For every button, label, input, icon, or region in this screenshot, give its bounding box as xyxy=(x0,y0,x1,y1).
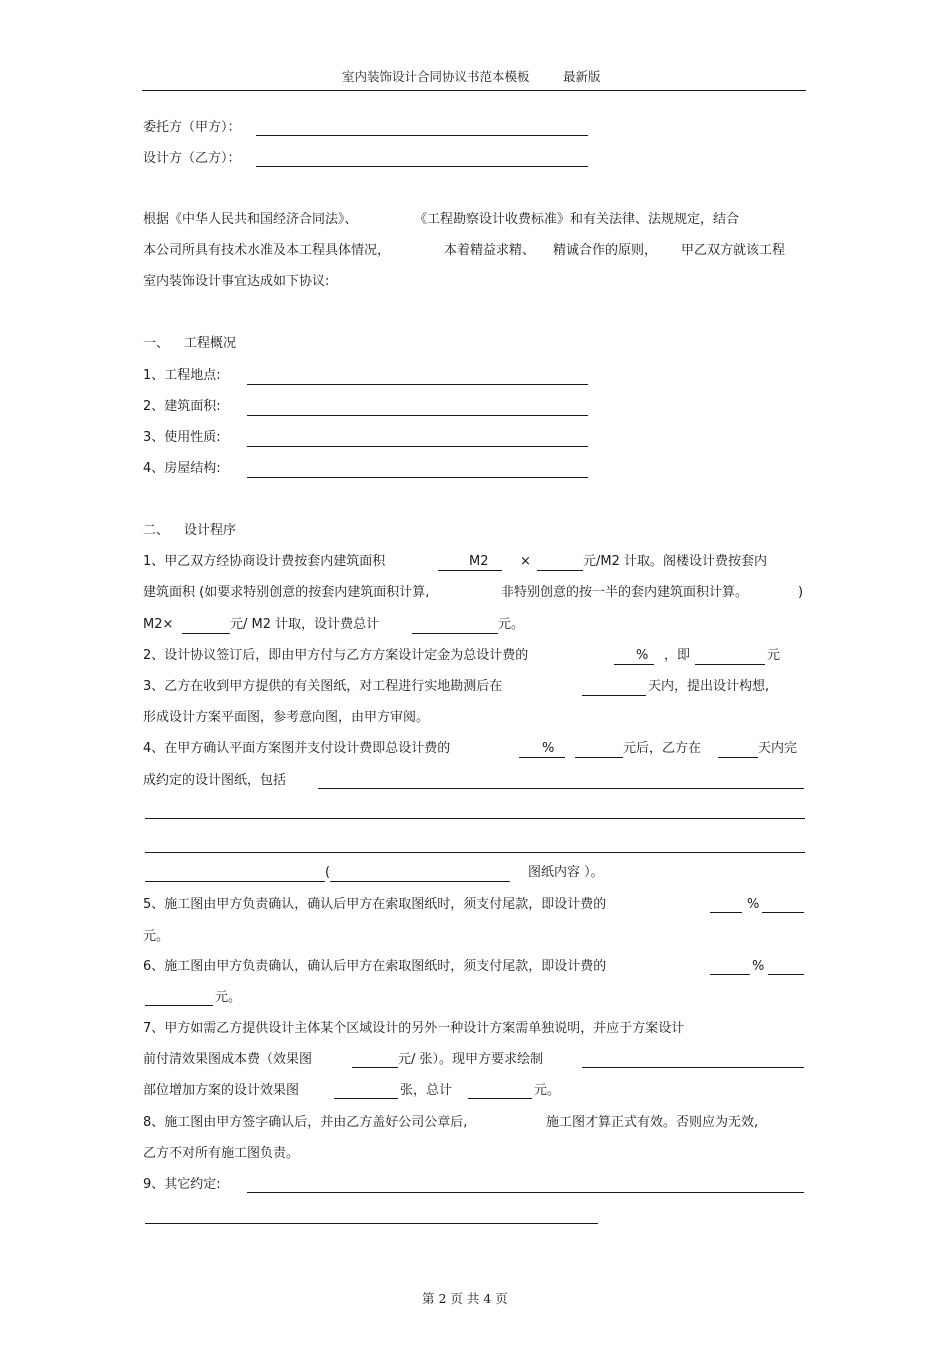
item2-yuan: 元 xyxy=(767,648,781,663)
item4-drawings-blank-3[interactable] xyxy=(145,852,805,853)
item1-line2-b: 非特别创意的按一半的套内建筑面积计算。 xyxy=(501,585,749,600)
section1-number: 一、 xyxy=(143,336,170,351)
item6-line1: 6、施工图由甲方负责确认，确认后甲方在索取图纸时，须支付尾款，即设计费的 xyxy=(143,959,607,974)
structure-label: 4、房屋结构: xyxy=(143,461,221,476)
item8-line2: 乙方不对所有施工图负责。 xyxy=(143,1146,300,1161)
item5-pct: % xyxy=(747,897,760,912)
intro-line1-a: 根据《中华人民共和国经济合同法》、 xyxy=(143,212,358,227)
designer-blank[interactable] xyxy=(256,166,588,167)
item5-line2: 元。 xyxy=(143,929,170,944)
item7-render-price-blank[interactable] xyxy=(352,1067,398,1068)
item9-blank-2[interactable] xyxy=(145,1223,598,1224)
item7-sheets-blank[interactable] xyxy=(334,1098,398,1099)
item1-line3-a: M2× xyxy=(143,617,174,632)
item7-line3-c: 元。 xyxy=(534,1083,561,1098)
item1-line2-a: 建筑面积 (如要求特别创意的按套内建筑面积计算, xyxy=(143,585,430,600)
item7-line3-b: 张，总计 xyxy=(400,1083,453,1098)
designer-label: 设计方（乙方）： xyxy=(143,151,241,166)
header-title: 室内装饰设计合同协议书范本模板 xyxy=(342,69,530,84)
item9-label: 9、其它约定: xyxy=(143,1177,221,1192)
item8-line1-b: 施工图才算正式有效。否则应为无效, xyxy=(546,1115,759,1130)
item1-times: × xyxy=(520,554,531,569)
section2-title: 设计程序 xyxy=(184,523,237,538)
section1-title: 工程概况 xyxy=(184,336,237,351)
page-number: 第 2 页 共 4 页 xyxy=(422,1291,508,1306)
building-area-blank[interactable] xyxy=(247,415,588,416)
client-label: 委托方（甲方）： xyxy=(143,120,241,135)
item5-pct-blank[interactable] xyxy=(710,912,742,913)
item6-amount-blank-b[interactable] xyxy=(145,1005,213,1006)
item6-line2: 元。 xyxy=(215,990,242,1005)
item1-line1: 1、甲乙双方经协商设计费按套内建筑面积 xyxy=(143,554,386,569)
client-blank[interactable] xyxy=(256,135,588,136)
item2-amount-blank[interactable] xyxy=(695,664,765,665)
item7-line1: 7、甲方如需乙方提供设计主体某个区域设计的另外一种设计方案需单独说明，并应于方案设计 xyxy=(143,1021,685,1036)
item1-paren: ) xyxy=(798,585,804,600)
intro-line2-a: 本公司所具有技术水准及本工程具体情况， xyxy=(143,243,391,258)
item4-drawings-blank-2[interactable] xyxy=(145,818,805,819)
intro-line2-c: 精诚合作的原则， xyxy=(553,243,658,258)
usage-blank[interactable] xyxy=(247,446,588,447)
item7-total-blank[interactable] xyxy=(468,1098,532,1099)
item5-amount-blank[interactable] xyxy=(762,912,804,913)
project-location-blank[interactable] xyxy=(247,384,588,385)
item8-line1-a: 8、施工图由甲方签字确认后，并由乙方盖好公司公章后, xyxy=(143,1115,468,1130)
intro-line2-d: 甲乙双方就该工程 xyxy=(681,243,786,258)
header-rule xyxy=(142,90,806,91)
building-area-label: 2、建筑面积: xyxy=(143,399,221,414)
item6-amount-blank-a[interactable] xyxy=(768,974,804,975)
item4-line1: 4、在甲方确认平面方案图并支付设计费即总设计费的 xyxy=(143,741,451,756)
item4-pct-blank[interactable] xyxy=(519,757,565,758)
intro-line2-b: 本着精益求精、 xyxy=(444,243,536,258)
item2-pct: % xyxy=(636,648,649,663)
item7-line2-b: 元/ 张）。现甲方要求绘制 xyxy=(398,1052,544,1067)
header-edition: 最新版 xyxy=(563,69,601,84)
item7-line3-a: 部位增加方案的设计效果图 xyxy=(143,1083,300,1098)
item3-line2: 形成设计方案平面图，参考意向图，由甲方审阅。 xyxy=(143,710,430,725)
item1-total-blank[interactable] xyxy=(412,633,498,634)
item4-line1-b: 元后，乙方在 xyxy=(623,741,702,756)
item2-pct-blank[interactable] xyxy=(614,664,654,665)
item6-pct: % xyxy=(752,959,765,974)
item4-drawings-blank-5[interactable] xyxy=(330,881,510,882)
item4-line2: 成约定的设计图纸，包括 xyxy=(143,773,287,788)
item1-area-blank[interactable] xyxy=(438,570,502,571)
item3-line1-b: 天内，提出设计构想, xyxy=(648,679,770,694)
item3-days-blank[interactable] xyxy=(582,695,646,696)
usage-label: 3、使用性质: xyxy=(143,430,221,445)
project-location-label: 1、工程地点: xyxy=(143,368,221,383)
item1-line3-b: 元/ M2 计取，设计费总计 xyxy=(230,617,380,632)
item4-amount-blank[interactable] xyxy=(575,757,623,758)
item5-line1: 5、施工图由甲方负责确认，确认后甲方在索取图纸时，须支付尾款，即设计费的 xyxy=(143,897,607,912)
item6-pct-blank[interactable] xyxy=(710,974,750,975)
item1-price-blank[interactable] xyxy=(537,570,583,571)
item4-drawings-blank-4[interactable] xyxy=(145,881,325,882)
item2-b: ，即 xyxy=(664,648,691,663)
section2-number: 二、 xyxy=(143,523,170,538)
item4-line1-c: 天内完 xyxy=(758,741,798,756)
item1-line3-c: 元。 xyxy=(498,617,525,632)
item7-parts-blank[interactable] xyxy=(582,1067,804,1068)
intro-line1-b: 《工程勘察设计收费标准》和有关法律、法规规定，结合 xyxy=(414,212,740,227)
item4-drawings-blank-1[interactable] xyxy=(318,788,804,789)
item3-line1: 3、乙方在收到甲方提供的有关图纸，对工程进行实地勘测后在 xyxy=(143,679,503,694)
structure-blank[interactable] xyxy=(247,477,588,478)
item2-text: 2、设计协议签订后，即由甲方付与乙方方案设计定金为总设计费的 xyxy=(143,648,529,663)
item1-m2: M2 xyxy=(469,554,489,569)
item4-pct: % xyxy=(542,741,555,756)
item1-loft-price-blank[interactable] xyxy=(182,633,230,634)
item1-unit: 元/M2 计取。阁楼设计费按套内 xyxy=(583,554,767,569)
item4-open-paren: ( xyxy=(325,865,331,880)
item7-line2-a: 前付清效果图成本费（效果图 xyxy=(143,1052,313,1067)
item4-days-blank[interactable] xyxy=(718,757,758,758)
item4-drawing-content: 图纸内容 ）。 xyxy=(528,865,604,880)
item9-blank-1[interactable] xyxy=(247,1192,804,1193)
intro-line3: 室内装饰设计事宜达成如下协议: xyxy=(143,274,330,289)
